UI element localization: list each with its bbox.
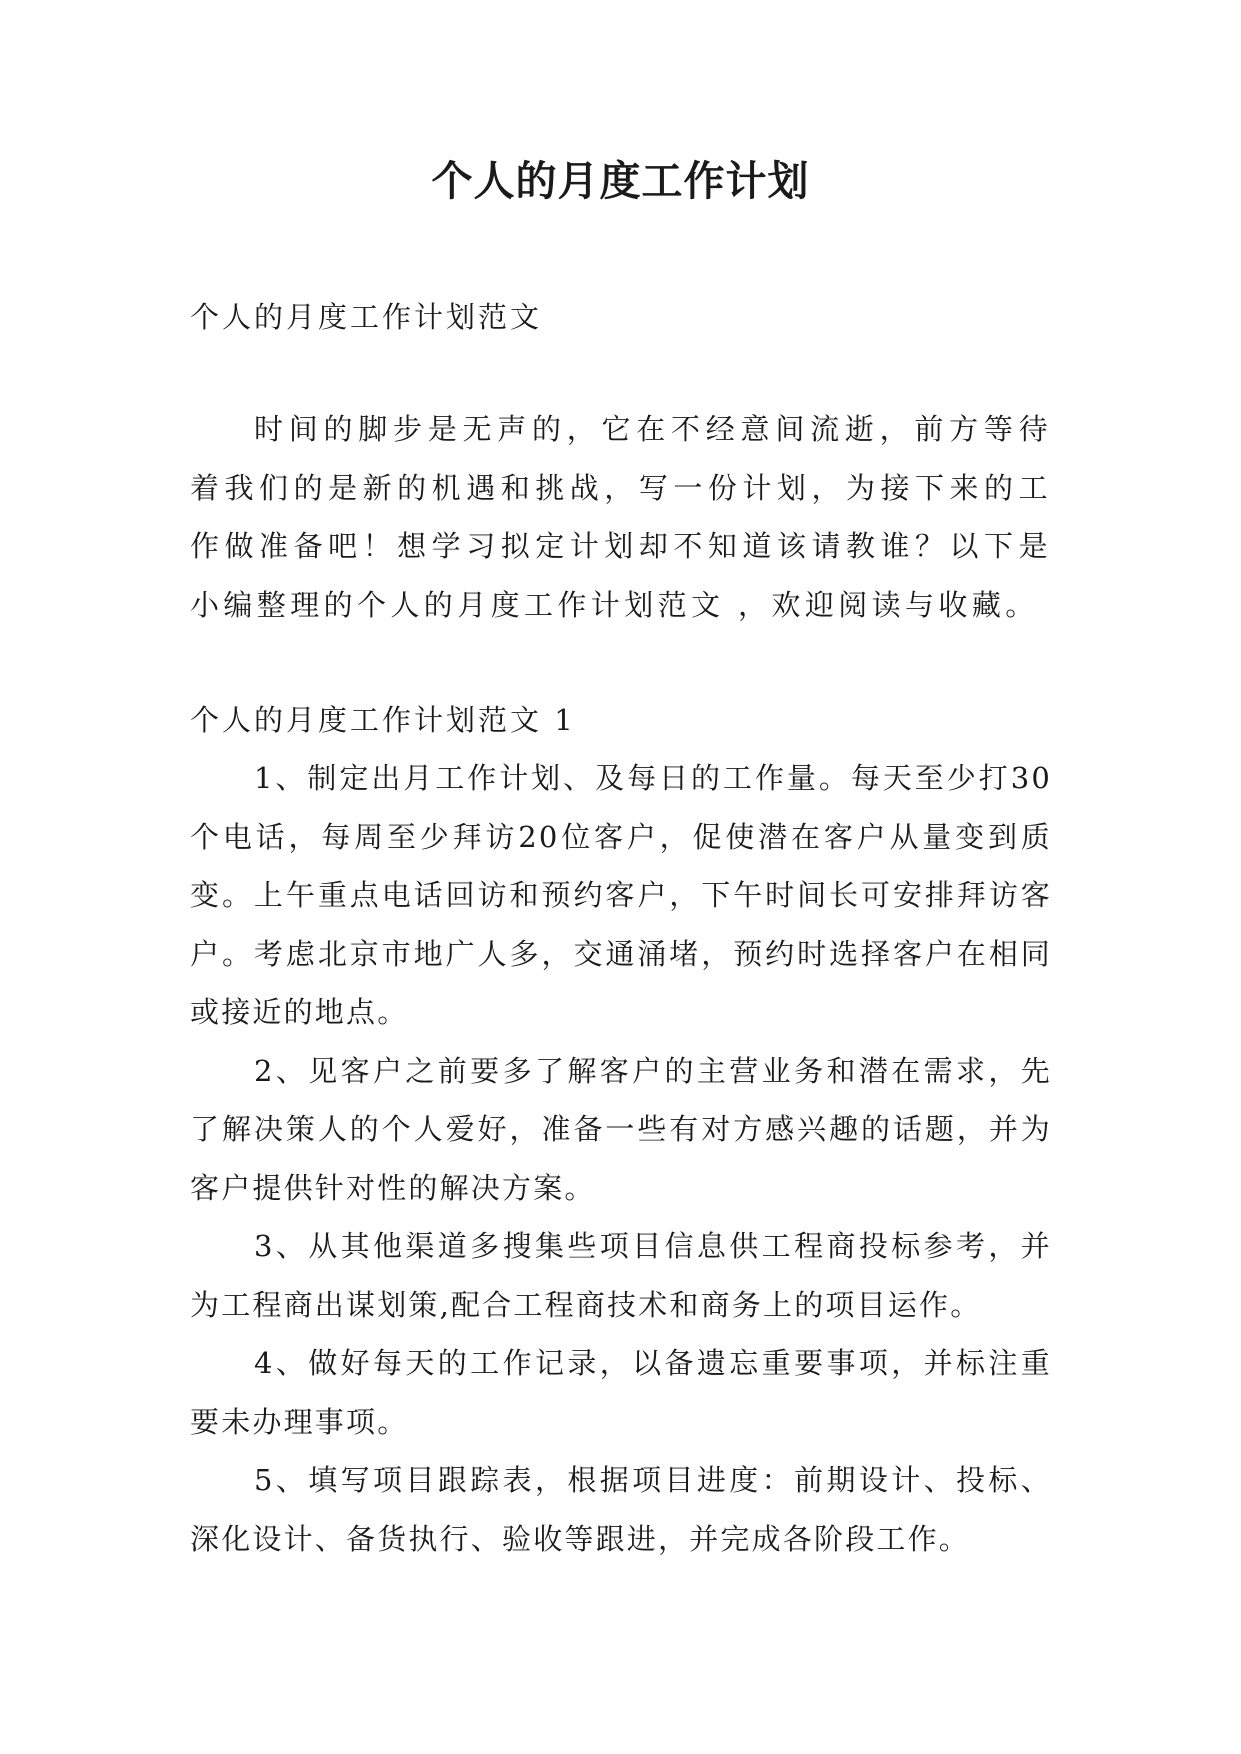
document-subtitle: 个人的月度工作计划范文 [190, 300, 543, 334]
document-body [190, 288, 1052, 1568]
plan-item-4: 4、做好每天的工作记录，以备遗忘重要事项，并标注重要未办理事项。 [190, 1346, 1052, 1439]
plan-item-1: 1、制定出月工作计划、及每日的工作量。每天至少打30个电话，每周至少拜访20位客户，促使潜在客户从量变到质变。上午重点电话回访和预约客户，下午时间长可安排拜访客户。考虑北京市地广人多，交通涌堵，预约时选择客户在相同或接近的地点。 [190, 761, 1052, 1029]
document-title: 个人的月度工作计划 [431, 157, 810, 205]
plan-item-5: 5、填写项目跟踪表，根据项目进度：前期设计、投标、深化设计、备货执行、验收等跟进，并完成各阶段工作。 [190, 1463, 1052, 1556]
intro-paragraph: 时间的脚步是无声的，它在不经意间流逝，前方等待着我们的是新的机遇和挑战，写一份计划，为接下来的工作做准备吧！想学习拟定计划却不知道该请教谁？以下是小编整理的个人的月度工作计划范文 ，欢迎阅读与收藏。 [190, 412, 1052, 622]
plan-item-3: 3、从其他渠道多搜集些项目信息供工程商投标参考，并为工程商出谋划策,配合工程商技术和商务上的项目运作。 [190, 1229, 1052, 1322]
section-heading: 个人的月度工作计划范文 1 [190, 703, 576, 737]
plan-item-2: 2、见客户之前要多了解客户的主营业务和潜在需求，先了解决策人的个人爱好，准备一些有对方感兴趣的话题，并为客户提供针对性的解决方案。 [190, 1053, 1052, 1205]
